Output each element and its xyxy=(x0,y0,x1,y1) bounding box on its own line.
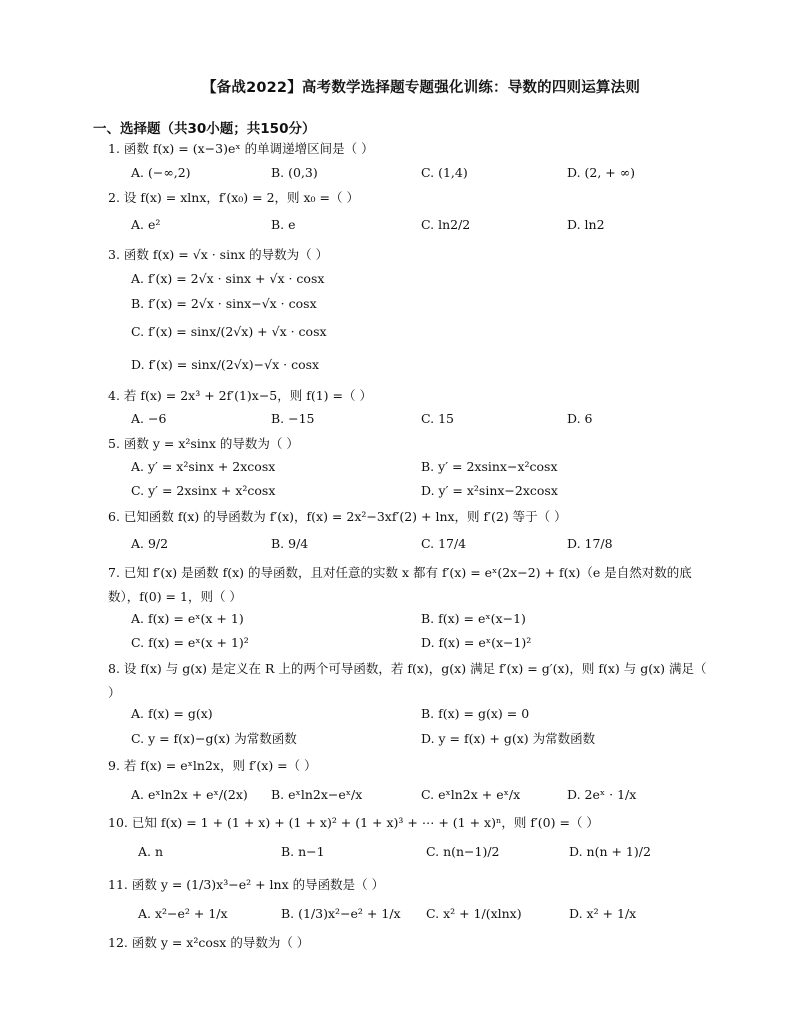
q1-option-a: A. (−∞,2) xyxy=(131,165,191,180)
q1-option-b: B. (0,3) xyxy=(271,165,318,180)
document-title: 【备战2022】高考数学选择题专题强化训练：导数的四则运算法则 xyxy=(201,80,641,96)
question-7: 7. 已知 f′(x) 是函数 f(x) 的导函数，且对任意的实数 x 都有 f′(x) = eˣ(2x−2) + f(x)（e 是自然对数的底数），f(0) = 1，则（ ） xyxy=(108,565,692,604)
q5-option-c: C. y′ = 2xsinx + x²cosx xyxy=(131,483,276,498)
question-3: 3. 函数 f(x) = √x · sinx 的导数为（ ） xyxy=(108,247,329,262)
q4-option-b: B. −15 xyxy=(271,411,315,426)
q9-option-b: B. eˣln2x−eˣ/x xyxy=(271,787,363,802)
q6-option-b: B. 9/4 xyxy=(271,536,309,551)
q6-option-c: C. 17/4 xyxy=(421,536,467,551)
q8-option-c: C. y = f(x)−g(x) 为常数函数 xyxy=(131,731,297,746)
q1-option-c: C. (1,4) xyxy=(421,165,468,180)
question-5: 5. 函数 y = x²sinx 的导数为（ ） xyxy=(108,436,299,451)
question-6: 6. 已知函数 f(x) 的导函数为 f′(x)，f(x) = 2x²−3xf′(2) + lnx，则 f′(2) 等于（ ） xyxy=(108,509,567,524)
q9-option-a: A. eˣln2x + eˣ/(2x) xyxy=(131,787,248,802)
q3-option-c: C. f′(x) = sinx/(2√x) + √x · cosx xyxy=(131,324,327,339)
section-heading: 一、选择题（共30小题；共150分） xyxy=(93,121,316,137)
question-12: 12. 函数 y = x²cosx 的导数为（ ） xyxy=(108,935,310,950)
q6-option-a: A. 9/2 xyxy=(131,536,169,551)
q8-option-a: A. f(x) = g(x) xyxy=(131,706,213,721)
q10-option-d: D. n(n + 1)/2 xyxy=(569,844,651,859)
question-4: 4. 若 f(x) = 2x³ + 2f′(1)x−5，则 f(1) =（ ） xyxy=(108,388,372,403)
q11-option-d: D. x² + 1/x xyxy=(569,906,637,921)
q2-option-c: C. ln2/2 xyxy=(421,217,471,232)
q8-option-b: B. f(x) = g(x) = 0 xyxy=(421,706,530,721)
question-1: 1. 函数 f(x) = (x−3)eˣ 的单调递增区间是（ ） xyxy=(108,141,374,156)
q4-option-a: A. −6 xyxy=(131,411,167,426)
q3-option-d: D. f′(x) = sinx/(2√x)−√x · cosx xyxy=(131,357,320,372)
q5-option-a: A. y′ = x²sinx + 2xcosx xyxy=(131,459,276,474)
q3-option-a: A. f′(x) = 2√x · sinx + √x · cosx xyxy=(131,271,325,286)
q2-option-b: B. e xyxy=(271,217,296,232)
q5-option-b: B. y′ = 2xsinx−x²cosx xyxy=(421,459,558,474)
q7-option-b: B. f(x) = eˣ(x−1) xyxy=(421,611,526,626)
q6-option-d: D. 17/8 xyxy=(567,536,613,551)
q10-option-a: A. n xyxy=(138,844,164,859)
q7-option-a: A. f(x) = eˣ(x + 1) xyxy=(131,611,244,626)
q7-option-d: D. f(x) = eˣ(x−1)² xyxy=(421,635,532,650)
q4-option-d: D. 6 xyxy=(567,411,593,426)
question-2: 2. 设 f(x) = xlnx，f′(x₀) = 2，则 x₀ =（ ） xyxy=(108,190,359,205)
q10-option-c: C. n(n−1)/2 xyxy=(426,844,500,859)
q7-option-c: C. f(x) = eˣ(x + 1)² xyxy=(131,635,249,650)
q5-option-d: D. y′ = x²sinx−2xcosx xyxy=(421,483,558,498)
q11-option-c: C. x² + 1/(xlnx) xyxy=(426,906,522,921)
question-11: 11. 函数 y = (1/3)x³−e² + lnx 的导函数是（ ） xyxy=(108,877,385,892)
q2-option-a: A. e² xyxy=(131,217,161,232)
question-9: 9. 若 f(x) = eˣln2x，则 f′(x) =（ ） xyxy=(108,758,317,773)
question-10: 10. 已知 f(x) = 1 + (1 + x) + (1 + x)² + (1 + x)³ + ⋯ + (1 + x)ⁿ，则 f′(0) =（ ） xyxy=(108,815,599,830)
q3-option-b: B. f′(x) = 2√x · sinx−√x · cosx xyxy=(131,296,317,311)
q10-option-b: B. n−1 xyxy=(281,844,325,859)
q11-option-b: B. (1/3)x²−e² + 1/x xyxy=(281,906,401,921)
q8-option-d: D. y = f(x) + g(x) 为常数函数 xyxy=(421,731,596,746)
question-8: 8. 设 f(x) 与 g(x) 是定义在 R 上的两个可导函数，若 f(x)，g(x) 满足 f′(x) = g′(x)，则 f(x) 与 g(x) 满足（ ） xyxy=(108,661,707,700)
q9-option-c: C. eˣln2x + eˣ/x xyxy=(421,787,521,802)
q4-option-c: C. 15 xyxy=(421,411,454,426)
q11-option-a: A. x²−e² + 1/x xyxy=(138,906,228,921)
q1-option-d: D. (2, + ∞) xyxy=(567,165,636,180)
q9-option-d: D. 2eˣ · 1/x xyxy=(567,787,637,802)
q2-option-d: D. ln2 xyxy=(567,217,605,232)
